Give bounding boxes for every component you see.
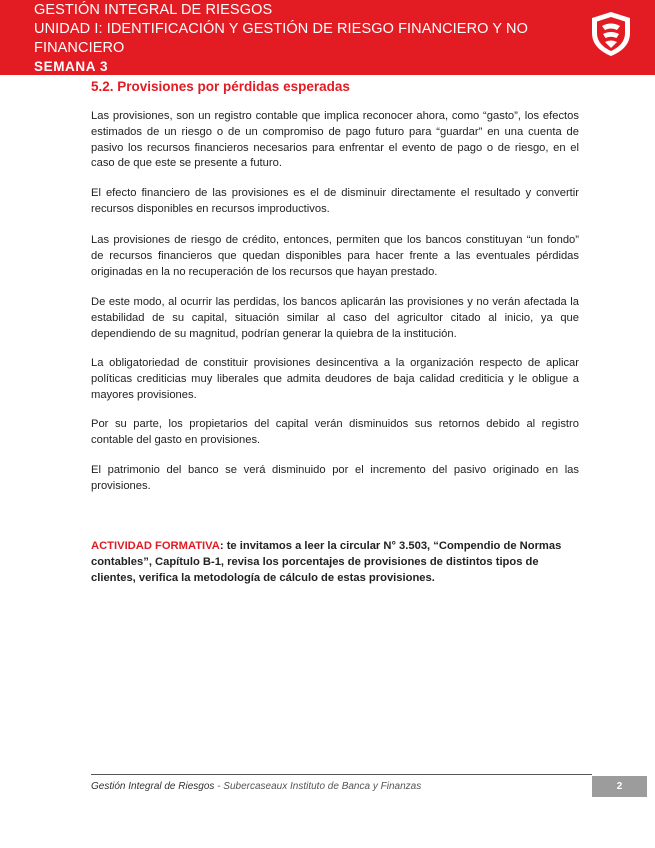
paragraph-6: Por su parte, los propietarios del capital verán disminuidos sus retornos debido al registro contable del gasto en provisiones.	[91, 418, 579, 446]
footer-divider	[91, 774, 592, 775]
activity-text: : te invitamos a leer la circular N° 3.503, “Compendio de Normas contables”, Capítulo B-1, revisa los porcentajes de provisiones de distintos tipos de clientes, verifica la metodología de cálculo de estas provisiones.	[91, 540, 562, 584]
page-number: 2	[592, 776, 647, 797]
paragraph-3: Las provisiones de riesgo de crédito, entonces, permiten que los bancos constituyan “un fondo” de recursos financieros que quedan disponibles para hacer frente a las eventuales pérdidas originadas en la no recuperación de los recursos que hayan prestado.	[91, 234, 579, 278]
footer-title: Gestión Integral de Riesgos	[91, 781, 215, 792]
week-label: SEMANA 3	[34, 59, 109, 74]
formative-activity	[91, 539, 579, 586]
section-title: 5.2. Provisiones por pérdidas esperadas	[91, 79, 350, 94]
unit-title-line1: UNIDAD I: IDENTIFICACIÓN Y GESTIÓN DE RIESGO FINANCIERO Y NO	[34, 21, 528, 37]
footer-text	[91, 781, 421, 792]
page-header	[0, 0, 655, 75]
footer-subtitle: - Subercaseaux Instituto de Banca y Finanzas	[214, 781, 422, 792]
unit-title-line2: FINANCIERO	[34, 40, 125, 56]
paragraph-1: Las provisiones, son un registro contable que implica reconocer ahora, como “gasto”, los efectos estimados de un riesgo o de un compromiso de pago futuro para “guardar” en una cuenta de pasivo los recursos financieros necesarios para enfrentar el evento de pago o de riesgo, en el caso de que este se presente a futuro.	[91, 110, 579, 170]
paragraph-7: El patrimonio del banco se verá disminuido por el incremento del pasivo originado en las provisiones.	[91, 464, 579, 492]
paragraph-2: El efecto financiero de las provisiones es el de disminuir directamente el resultado y convertir recursos disponibles en recursos improductivos.	[91, 187, 579, 215]
course-title: GESTIÓN INTEGRAL DE RIESGOS	[34, 2, 273, 18]
shield-logo-icon	[590, 11, 632, 57]
paragraph-4: De este modo, al ocurrir las perdidas, los bancos aplicarán las provisiones y no verán afectada la estabilidad de su capital, situación similar al caso del agricultor citado al inicio, ya que dependiendo de su magnitud, podrían generar la quiebra de la institución.	[91, 296, 579, 340]
paragraph-5: La obligatoriedad de constituir provisiones desincentiva a la organización respecto de aplicar políticas crediticias muy liberales que admita deudores de baja calidad crediticia y le obligue a mayores provisiones.	[91, 357, 579, 401]
activity-label: ACTIVIDAD FORMATIVA	[91, 540, 220, 552]
